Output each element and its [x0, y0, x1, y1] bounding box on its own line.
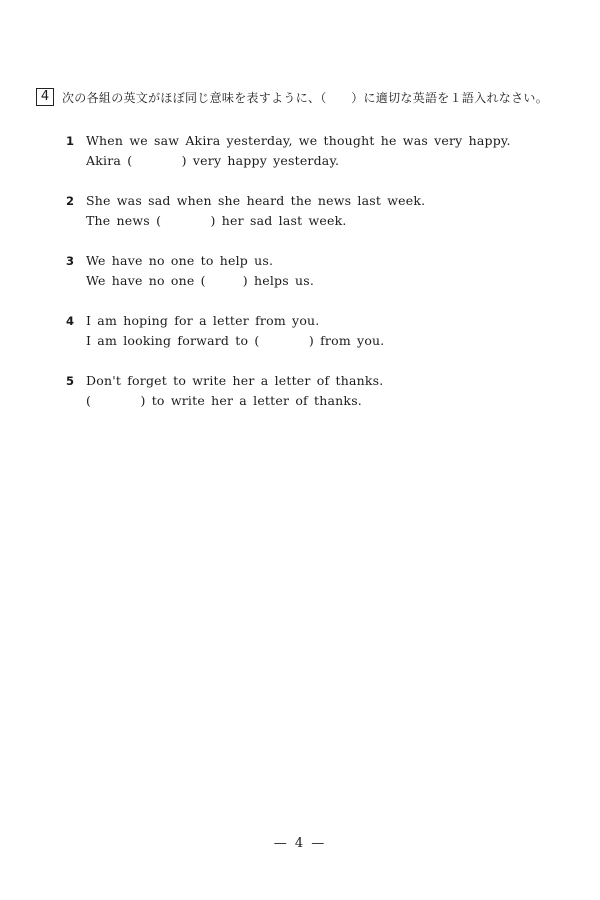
item-number: 2 — [66, 194, 75, 208]
item-sentence-rewrite: We have no one ( ) helps us. — [86, 273, 315, 288]
item-sentence-rewrite: The news ( ) her sad last week. — [86, 213, 347, 228]
item-sentence-original: I am hoping for a letter from you. — [86, 313, 320, 328]
item-sentence-original: We have no one to help us. — [86, 253, 274, 268]
item-number: 5 — [66, 374, 75, 388]
question-number-box: 4 — [36, 88, 54, 106]
list-item — [66, 191, 546, 231]
list-item — [66, 311, 546, 351]
item-sentence-rewrite: I am looking forward to ( ) from you. — [86, 333, 385, 348]
item-sentence-original: She was sad when she heard the news last week. — [86, 193, 426, 208]
page-number: — 4 — — [273, 836, 327, 851]
item-sentence-original: When we saw Akira yesterday, we thought he was very happy. — [86, 133, 511, 148]
item-sentence-rewrite: ( ) to write her a letter of thanks. — [86, 393, 362, 408]
list-item — [66, 131, 546, 171]
list-item — [66, 371, 546, 411]
item-number: 4 — [66, 314, 75, 328]
item-list — [66, 131, 546, 431]
question-instruction: 次の各組の英文がほぼ同じ意味を表すように、（ ）に適切な英語を１語入れなさい。 — [62, 90, 549, 105]
item-sentence-rewrite: Akira ( ) very happy yesterday. — [86, 153, 340, 168]
item-number: 1 — [66, 134, 75, 148]
item-number: 3 — [66, 254, 75, 268]
list-item — [66, 251, 546, 291]
item-sentence-original: Don't forget to write her a letter of thanks. — [86, 373, 384, 388]
question-header — [36, 88, 576, 106]
